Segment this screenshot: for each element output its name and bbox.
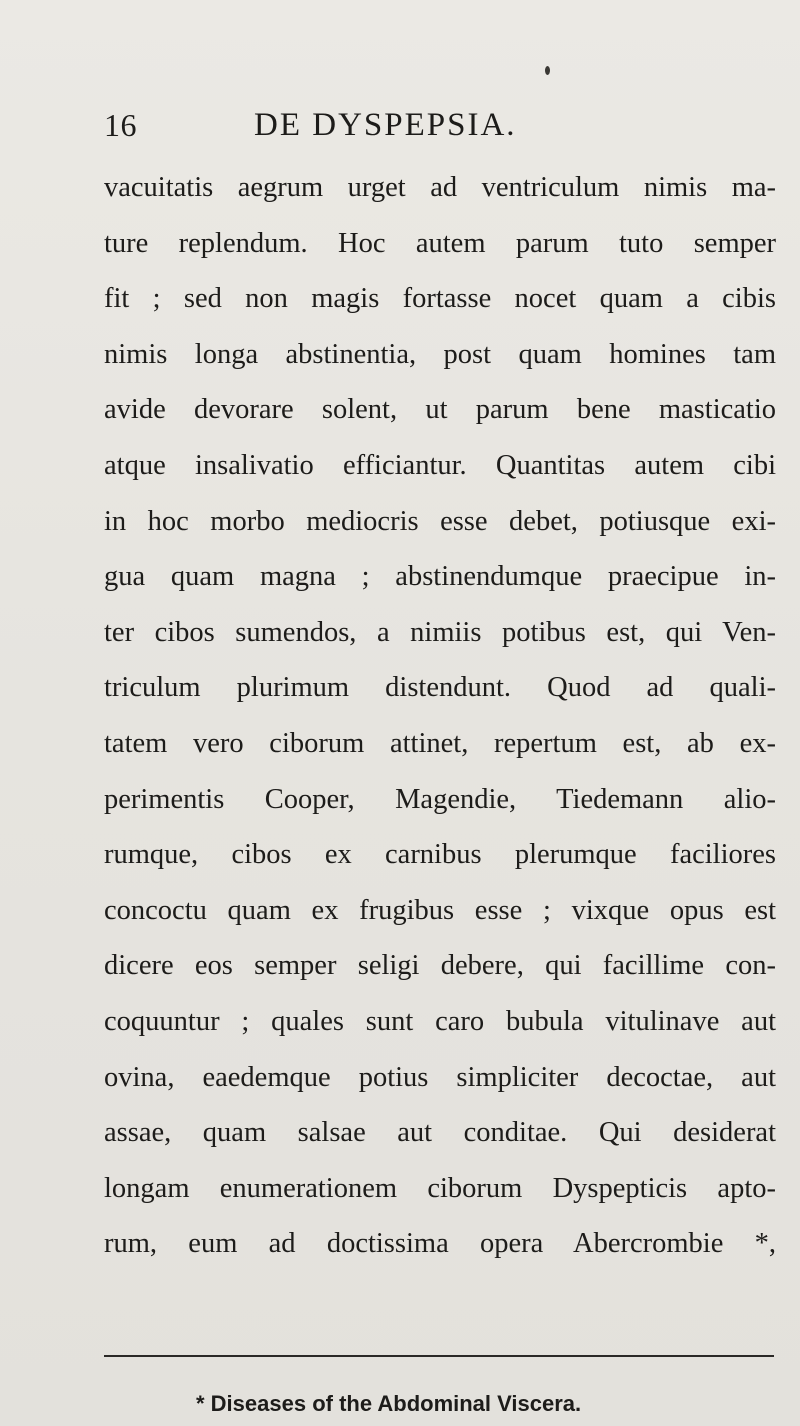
text-line: concoctu quam ex frugibus esse ; vixque opus est (104, 894, 776, 926)
text-line: fit ; sed non magis fortasse nocet quam a cibis (104, 283, 776, 315)
text-line: gua quam magna ; abstinendumque praecipue in- (104, 561, 776, 593)
text-line: coquuntur ; quales sunt caro bubula vitulinave aut (104, 1005, 776, 1037)
text-line: longam enumerationem ciborum Dyspepticis apto- (104, 1172, 776, 1204)
text-line: tatem vero ciborum attinet, repertum est, ab ex- (104, 727, 776, 759)
page-header (0, 105, 800, 155)
text-line: ture replendum. Hoc autem parum tuto semper (104, 227, 776, 259)
text-line: atque insalivatio efficiantur. Quantitas autem cibi (104, 449, 776, 481)
text-line: triculum plurimum distendunt. Quod ad quali- (104, 672, 776, 704)
footnote-rule (104, 1355, 774, 1357)
text-line: assae, quam salsae aut conditae. Qui desiderat (104, 1117, 776, 1149)
body-text (104, 160, 776, 1272)
page-number: 16 (104, 107, 137, 143)
text-line: rumque, cibos ex carnibus plerumque faciliores (104, 839, 776, 871)
footnote: * Diseases of the Abdominal Viscera. (196, 1391, 582, 1416)
text-line: ter cibos sumendos, a nimiis potibus est, qui Ven- (104, 616, 776, 648)
text-line: avide devorare solent, ut parum bene masticatio (104, 394, 776, 426)
text-line: nimis longa abstinentia, post quam homines tam (104, 338, 776, 370)
text-line: dicere eos semper seligi debere, qui facillime con- (104, 950, 776, 982)
ink-speck (545, 66, 550, 75)
text-line: ovina, eaedemque potius simpliciter decoctae, aut (104, 1061, 776, 1093)
text-line: vacuitatis aegrum urget ad ventriculum nimis ma- (104, 172, 776, 203)
text-line: rum, eum ad doctissima opera Abercrombie *, (104, 1228, 776, 1260)
text-line: perimentis Cooper, Magendie, Tiedemann alio- (104, 783, 776, 815)
text-line: in hoc morbo mediocris esse debet, potiusque exi- (104, 505, 776, 537)
running-head: DE DYSPEPSIA. (254, 107, 517, 143)
